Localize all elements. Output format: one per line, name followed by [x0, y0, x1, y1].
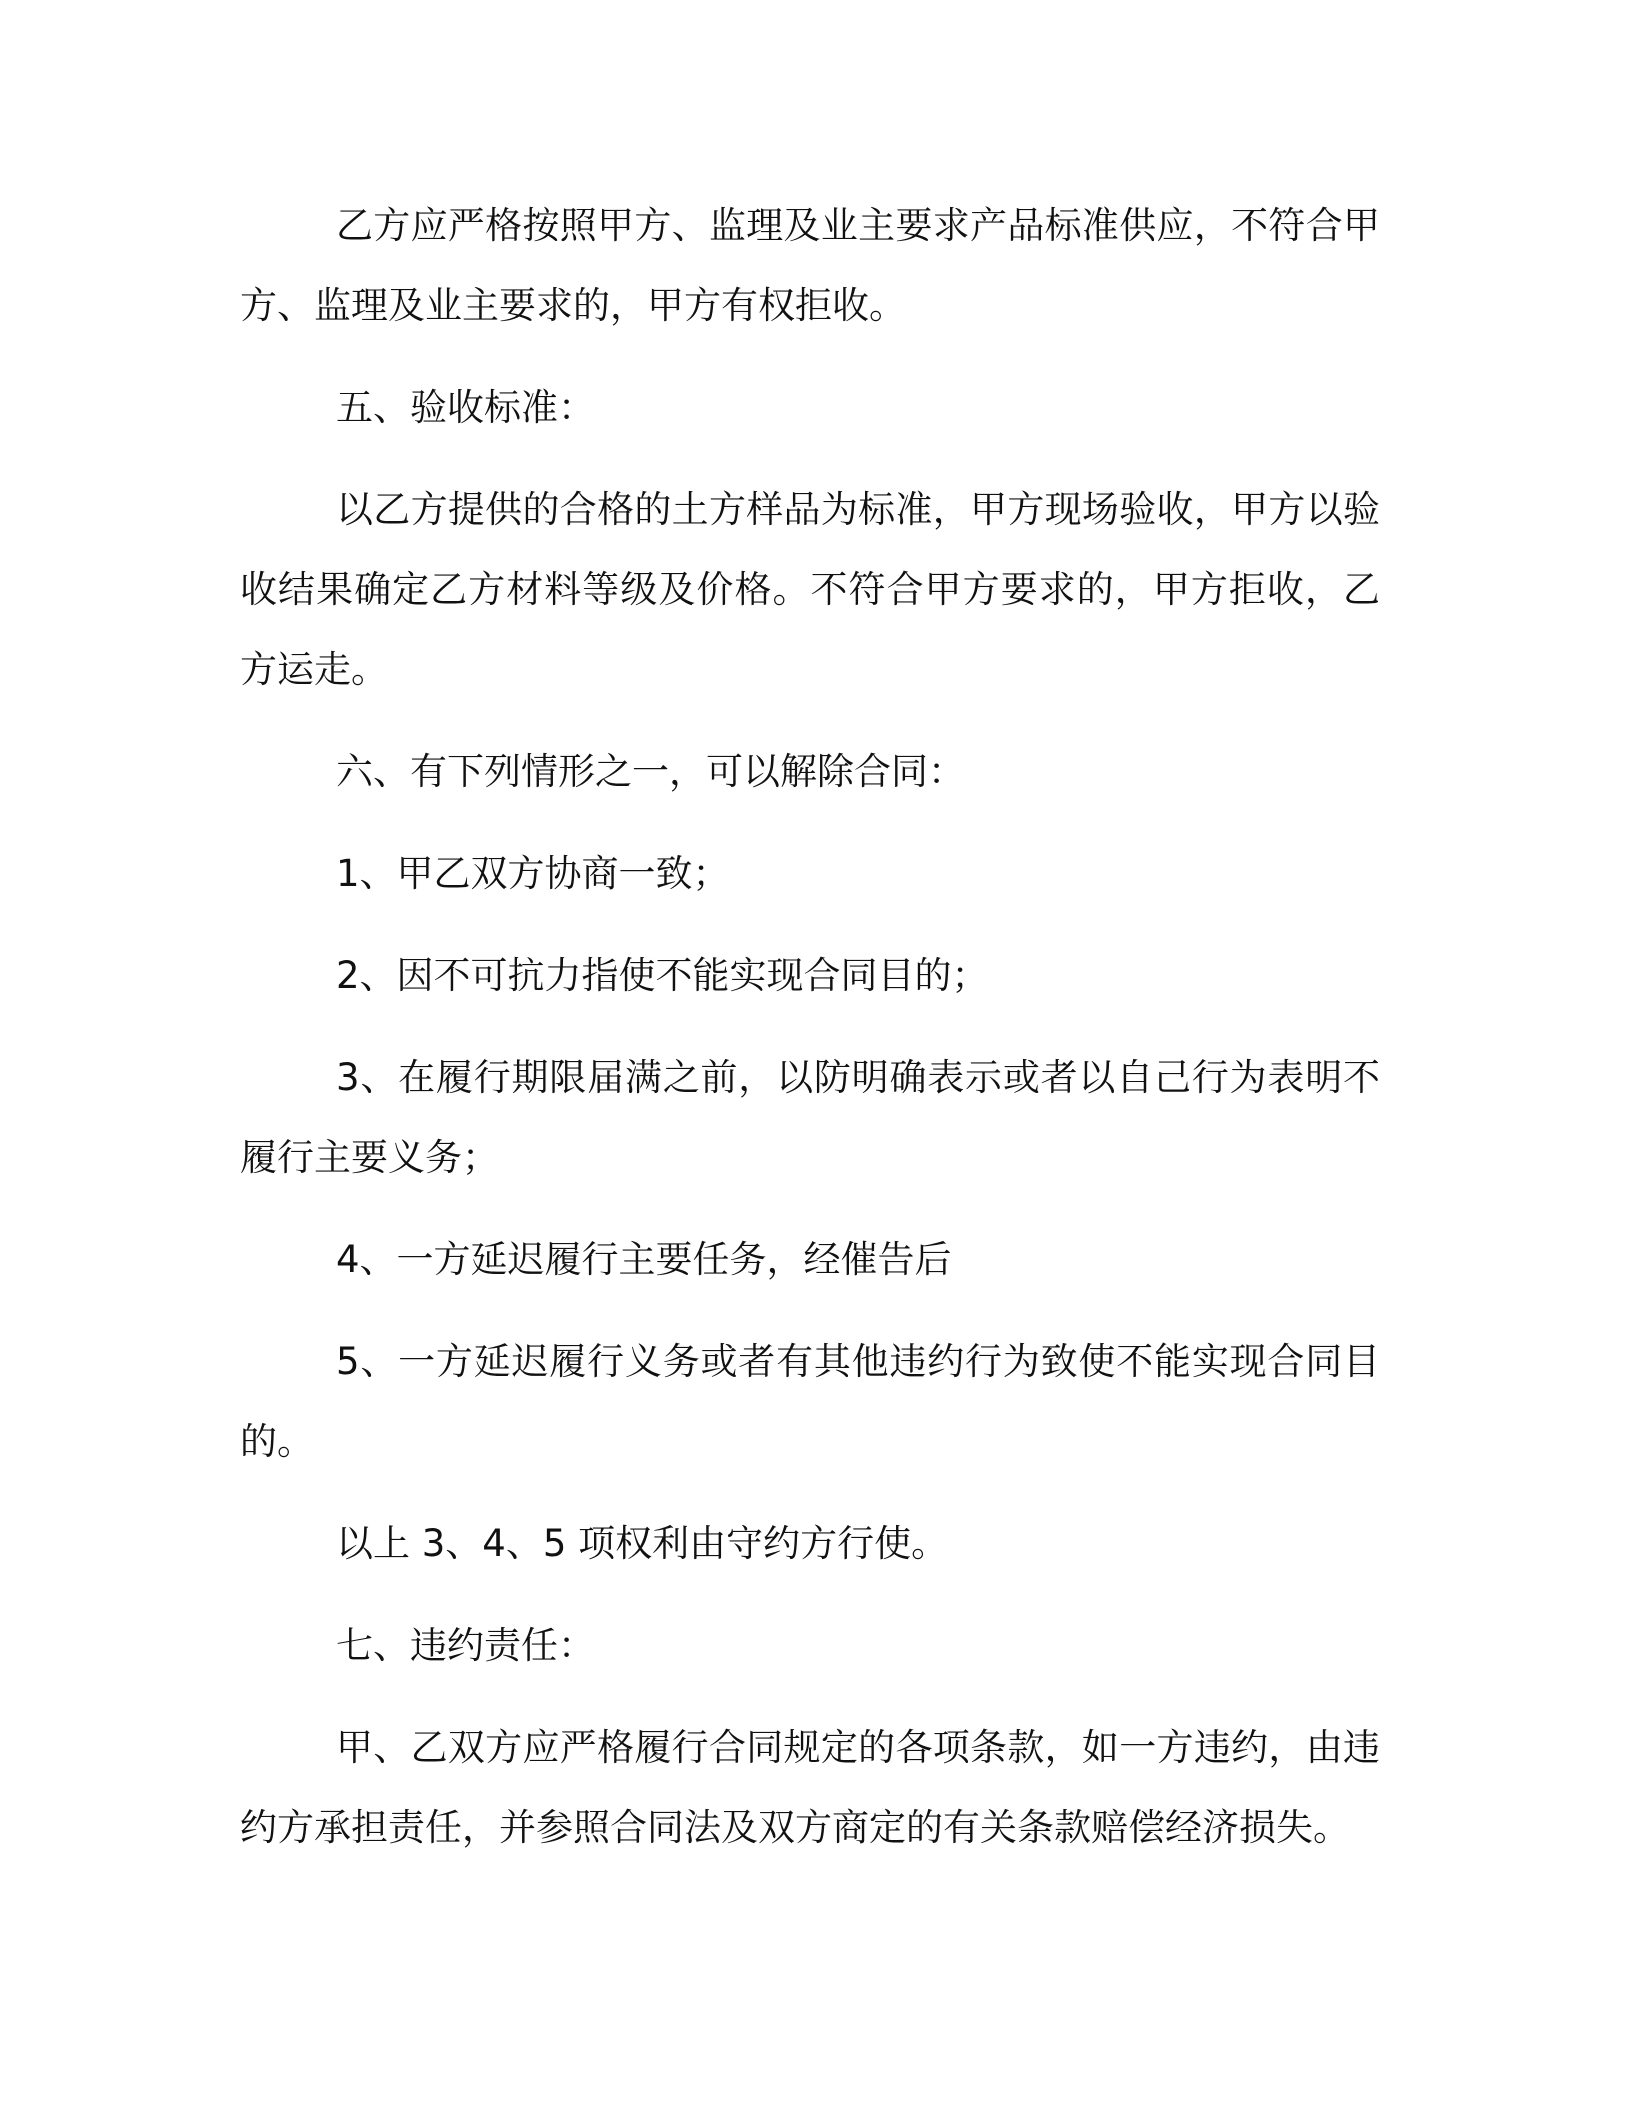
heading-termination: 六、有下列情形之一，可以解除合同：	[336, 750, 965, 793]
paragraph-acceptance: 以乙方提供的合格的土方样品为标准，甲方现场验收，甲方以验收结果确定乙方材料等级及价格。不符合甲方要求的，甲方拒收，乙方运走。	[240, 488, 1380, 691]
list-item-5: 5、一方延迟履行义务或者有其他违约行为致使不能实现合同目的。	[240, 1340, 1380, 1463]
list-item-2: 2、因不可抗力指使不能实现合同目的；	[336, 954, 989, 997]
heading-liability: 七、违约责任：	[336, 1624, 595, 1667]
heading-acceptance-standard: 五、验收标准：	[336, 386, 595, 429]
list-item-3: 3、在履行期限届满之前，以防明确表示或者以自己行为表明不履行主要义务；	[240, 1056, 1380, 1179]
paragraph-supply-standard: 乙方应严格按照甲方、监理及业主要求产品标准供应，不符合甲方、监理及业主要求的，甲方有权拒收。	[240, 204, 1380, 327]
list-item-1: 1、甲乙双方协商一致；	[336, 852, 730, 895]
paragraph-liability: 甲、乙双方应严格履行合同规定的各项条款，如一方违约，由违约方承担责任，并参照合同法及双方商定的有关条款赔偿经济损失。	[240, 1726, 1380, 1849]
document-body	[240, 186, 1380, 1890]
list-item-4: 4、一方延迟履行主要任务，经催告后	[336, 1238, 952, 1281]
paragraph-rights: 以上 3、4、5 项权利由守约方行使。	[336, 1522, 949, 1565]
